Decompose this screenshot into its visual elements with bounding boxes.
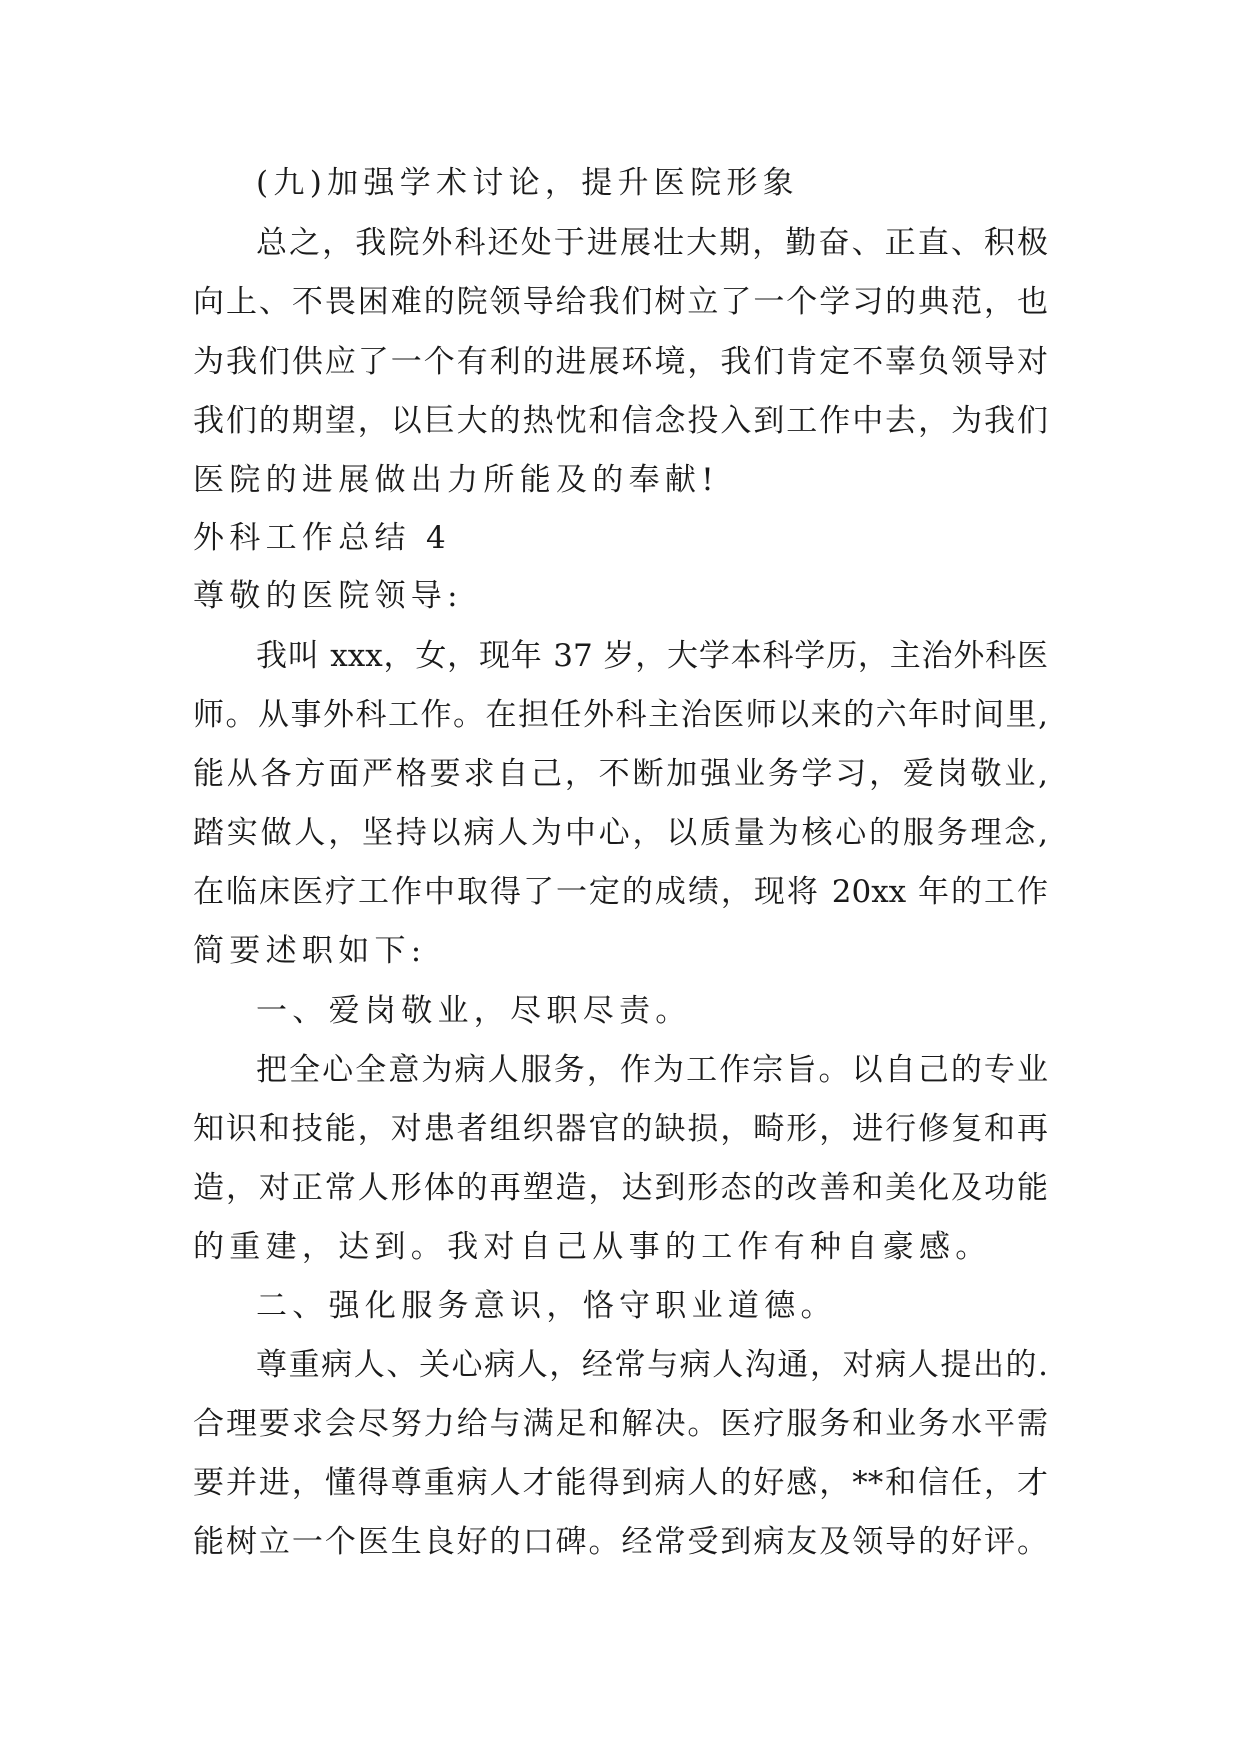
paragraph-line: 我叫 xxx，女，现年 37 岁，大学本科学历，主治外科医 xyxy=(256,638,1048,674)
paragraph-line: 踏实做人，坚持以病人为中心，以质量为核心的服务理念, xyxy=(193,815,1048,851)
paragraph-line: 师。从事外科工作。在担任外科主治医师以来的六年时间里, xyxy=(193,697,1048,733)
paragraph-line: 能树立一个医生良好的口碑。经常受到病友及领导的好评。 xyxy=(193,1524,1048,1560)
paragraph-line: 尊重病人、关心病人，经常与病人沟通，对病人提出的. xyxy=(256,1347,1048,1383)
section-heading-1: 一、爱岗敬业，尽职尽责。 xyxy=(256,993,692,1029)
section-heading-9: (九)加强学术讨论，提升医院形象 xyxy=(256,165,799,201)
salutation: 尊敬的医院领导: xyxy=(193,578,463,614)
paragraph-line: 合理要求会尽努力给与满足和解决。医疗服务和业务水平需 xyxy=(193,1406,1048,1442)
paragraph-line: 向上、不畏困难的院领导给我们树立了一个学习的典范，也 xyxy=(193,284,1048,320)
paragraph-line: 造，对正常人形体的再塑造，达到形态的改善和美化及功能 xyxy=(193,1170,1048,1206)
document-title: 外科工作总结 4 xyxy=(193,520,451,556)
paragraph-line: 在临床医疗工作中取得了一定的成绩，现将 20xx 年的工作 xyxy=(193,874,1048,910)
paragraph-line: 简要述职如下: xyxy=(193,933,427,969)
paragraph-line: 医院的进展做出力所能及的奉献! xyxy=(193,462,719,498)
paragraph-line: 为我们供应了一个有利的进展环境，我们肯定不辜负领导对 xyxy=(193,344,1048,380)
paragraph-line: 的重建，达到。我对自己从事的工作有种自豪感。 xyxy=(193,1229,992,1265)
paragraph-line: 把全心全意为病人服务，作为工作宗旨。以自己的专业 xyxy=(256,1052,1048,1088)
paragraph-line: 能从各方面严格要求自己，不断加强业务学习，爱岗敬业, xyxy=(193,756,1048,792)
paragraph-line: 知识和技能，对患者组织器官的缺损，畸形，进行修复和再 xyxy=(193,1111,1048,1147)
paragraph-line: 要并进，懂得尊重病人才能得到病人的好感，**和信任，才 xyxy=(193,1465,1048,1501)
paragraph-line: 总之，我院外科还处于进展壮大期，勤奋、正直、积极 xyxy=(256,225,1048,261)
paragraph-line: 我们的期望，以巨大的热忱和信念投入到工作中去，为我们 xyxy=(193,403,1048,439)
section-heading-2: 二、强化服务意识，恪守职业道德。 xyxy=(256,1288,837,1324)
